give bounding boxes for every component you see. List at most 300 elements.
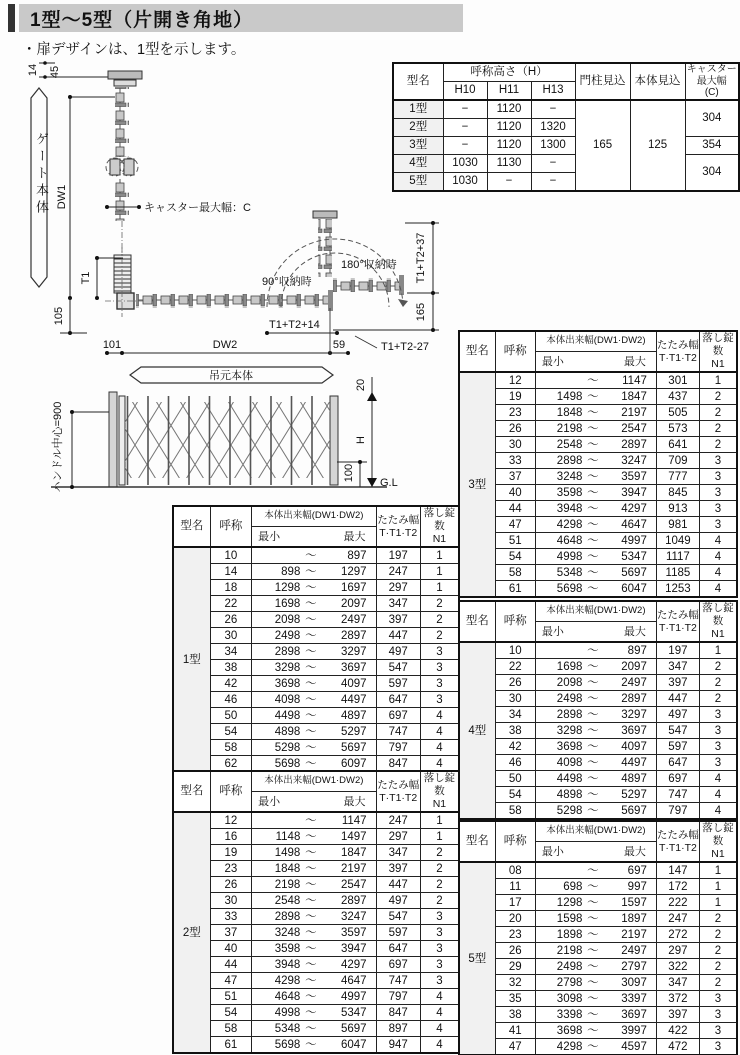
size-row xyxy=(173,941,459,957)
width-max: 2897 xyxy=(340,894,367,907)
width-min: 2498 xyxy=(556,692,583,705)
lock-count-cell: 3 xyxy=(699,517,737,533)
size-code-cell: 23 xyxy=(495,927,535,943)
width-max: 3597 xyxy=(621,470,647,483)
lock-count-cell: 1 xyxy=(420,564,459,580)
model-label: 1型 xyxy=(173,547,210,772)
width-min: 1298 xyxy=(274,581,301,594)
width-min: 5348 xyxy=(274,1022,301,1035)
size-row xyxy=(173,989,459,1005)
width-range-cell xyxy=(535,405,656,421)
width-range-cell xyxy=(252,644,376,660)
size-code-cell: 12 xyxy=(495,372,535,389)
width-min: 4898 xyxy=(274,725,301,738)
size-row xyxy=(459,549,737,565)
col-header-minmax xyxy=(252,527,376,548)
tilde: 〜 xyxy=(587,422,599,435)
col-header-fold: たたみ幅 T·T1·T2 xyxy=(656,821,699,862)
size-row xyxy=(173,925,459,941)
spec-col-post-depth: 門柱見込 xyxy=(575,63,630,100)
size-row xyxy=(173,957,459,973)
tilde: 〜 xyxy=(587,1008,599,1021)
width-min: 4298 xyxy=(556,1040,583,1053)
size-row xyxy=(459,1007,737,1023)
lock-count-cell: 4 xyxy=(420,1005,459,1021)
size-code-cell: 19 xyxy=(210,845,251,861)
width-range-cell xyxy=(252,676,376,692)
size-code-cell: 38 xyxy=(495,723,535,739)
size-table-2gata xyxy=(172,770,460,1054)
width-min: 3298 xyxy=(274,661,301,674)
width-max: 4897 xyxy=(621,772,647,785)
width-min: 4098 xyxy=(274,693,301,706)
col-header-lock: 落し錠数 N1 xyxy=(420,771,459,812)
col-header-size: 呼称 xyxy=(210,506,251,547)
fold-width-cell: 777 xyxy=(656,469,699,485)
width-max: 4097 xyxy=(621,740,647,753)
fold-width-cell: 573 xyxy=(656,421,699,437)
size-row xyxy=(459,959,737,975)
size-row xyxy=(459,1023,737,1039)
spec-h11-cell: 1120 xyxy=(487,137,531,155)
size-row xyxy=(459,943,737,959)
lock-count-cell: 4 xyxy=(420,1021,459,1037)
page-title: 1型〜5型（片開き角地） xyxy=(30,9,254,31)
size-row xyxy=(459,659,737,675)
size-code-cell: 26 xyxy=(495,943,535,959)
tilde: 〜 xyxy=(587,928,599,941)
lock-count-cell: 4 xyxy=(699,565,737,581)
width-max: 4647 xyxy=(621,518,647,531)
spec-h13-cell: − xyxy=(531,173,575,192)
size-code-cell: 33 xyxy=(495,453,535,469)
col-header-lock: 落し錠数 N1 xyxy=(699,821,737,862)
width-range-cell xyxy=(252,660,376,676)
width-max: 3297 xyxy=(621,708,647,721)
width-range-cell xyxy=(535,581,656,598)
fold-width-cell: 372 xyxy=(656,991,699,1007)
width-range-cell xyxy=(252,547,376,564)
spec-h10-cell: 1030 xyxy=(443,173,487,192)
width-max: 3247 xyxy=(340,910,367,923)
size-row xyxy=(459,1039,737,1055)
size-code-cell: 22 xyxy=(210,596,251,612)
lock-count-cell: 2 xyxy=(420,845,459,861)
size-code-cell: 50 xyxy=(210,708,251,724)
size-row xyxy=(459,642,737,659)
tilde: 〜 xyxy=(305,990,317,1003)
width-max: 1147 xyxy=(341,814,367,827)
lock-count-cell: 3 xyxy=(420,957,459,973)
width-range-cell xyxy=(535,943,656,959)
spec-col-caster xyxy=(685,63,739,100)
width-max: 5297 xyxy=(621,788,647,801)
lock-count-cell: 2 xyxy=(699,389,737,405)
width-max: 2547 xyxy=(340,878,367,891)
size-code-cell: 18 xyxy=(210,580,251,596)
width-range-cell xyxy=(535,691,656,707)
size-code-cell: 26 xyxy=(210,877,251,893)
tilde: 〜 xyxy=(587,724,599,737)
width-min: 4998 xyxy=(274,1006,301,1019)
width-min: 3098 xyxy=(556,992,583,1005)
tilde: 〜 xyxy=(587,438,599,451)
fold-width-cell: 147 xyxy=(656,862,699,879)
col-header-lock: 落し錠数 N1 xyxy=(699,331,737,372)
tilde: 〜 xyxy=(587,1040,599,1053)
col-header-width-group: 本体出来幅(DW1·DW2) xyxy=(535,601,656,622)
size-code-cell: 30 xyxy=(495,437,535,453)
width-max: 1597 xyxy=(621,896,647,909)
col-header-size: 呼称 xyxy=(495,821,535,862)
lock-count-cell: 3 xyxy=(420,644,459,660)
fold-width-cell: 447 xyxy=(376,877,420,893)
tilde: 〜 xyxy=(587,912,599,925)
tilde: 〜 xyxy=(305,1022,317,1035)
width-max: 1847 xyxy=(621,390,647,403)
width-min: 898 xyxy=(281,565,301,578)
lock-count-cell: 2 xyxy=(420,893,459,909)
size-code-cell: 47 xyxy=(495,1039,535,1055)
size-row xyxy=(459,803,737,820)
tilde: 〜 xyxy=(587,1024,599,1037)
width-max: 1697 xyxy=(340,581,367,594)
fold-width-cell: 697 xyxy=(656,771,699,787)
fold-width-cell: 547 xyxy=(376,660,420,676)
fold-width-cell: 422 xyxy=(656,1023,699,1039)
lock-count-cell: 4 xyxy=(699,787,737,803)
size-row xyxy=(459,469,737,485)
size-code-cell: 26 xyxy=(495,675,535,691)
width-max: 5697 xyxy=(621,566,647,579)
tilde: 〜 xyxy=(305,926,317,939)
tilde: 〜 xyxy=(305,862,317,875)
width-min: 4298 xyxy=(274,974,301,987)
size-code-cell: 37 xyxy=(210,925,251,941)
col-header-min: 最小 xyxy=(258,530,281,543)
fold-width-cell: 297 xyxy=(656,943,699,959)
dim-20-label: 20 xyxy=(355,378,367,392)
width-min: 698 xyxy=(563,880,583,893)
tilde: 〜 xyxy=(305,1006,317,1019)
fold-width-cell: 497 xyxy=(656,707,699,723)
width-max: 5697 xyxy=(340,741,367,754)
width-max: 4297 xyxy=(621,502,647,515)
width-min: 3598 xyxy=(274,942,301,955)
spec-col-h10: H10 xyxy=(443,82,487,101)
width-max: 4497 xyxy=(621,756,647,769)
fold-width-cell: 472 xyxy=(656,1039,699,1055)
width-max: 4597 xyxy=(621,1040,647,1053)
dim-14-label: 14 xyxy=(27,63,39,77)
col-header-minmax xyxy=(252,792,376,813)
col-header-min: 最小 xyxy=(541,625,564,638)
tilde: 〜 xyxy=(587,470,599,483)
size-code-cell: 47 xyxy=(210,973,251,989)
fold-width-cell: 641 xyxy=(656,437,699,453)
tilde: 〜 xyxy=(587,756,599,769)
lock-count-cell: 3 xyxy=(699,501,737,517)
width-range-cell xyxy=(252,989,376,1005)
width-range-cell xyxy=(535,895,656,911)
col-header-width-group: 本体出来幅(DW1·DW2) xyxy=(535,821,656,842)
tilde: 〜 xyxy=(587,896,599,909)
tilde: 〜 xyxy=(587,518,599,531)
fold-width-cell: 297 xyxy=(376,580,420,596)
spec-table xyxy=(392,62,740,192)
tilde: 〜 xyxy=(305,565,317,578)
col-header-size: 呼称 xyxy=(210,771,251,812)
col-header-fold: たたみ幅 T·T1·T2 xyxy=(656,331,699,372)
width-max: 6097 xyxy=(340,757,367,770)
lock-count-cell: 4 xyxy=(699,581,737,598)
fold-width-cell: 197 xyxy=(376,547,420,564)
lock-count-cell: 3 xyxy=(699,469,737,485)
spec-col-h11: H11 xyxy=(487,82,531,101)
size-code-cell: 30 xyxy=(495,691,535,707)
width-max: 4997 xyxy=(621,534,647,547)
size-code-cell: 50 xyxy=(495,771,535,787)
width-range-cell xyxy=(535,389,656,405)
width-min: 3248 xyxy=(274,926,301,939)
width-min: 2898 xyxy=(274,645,301,658)
spec-col-height-group: 呼称高さ（H） xyxy=(443,63,575,82)
width-range-cell xyxy=(252,740,376,756)
lock-count-cell: 2 xyxy=(699,437,737,453)
plan-view xyxy=(27,61,439,355)
size-row xyxy=(173,547,459,564)
tilde: 〜 xyxy=(305,549,317,562)
size-row xyxy=(173,628,459,644)
width-max: 1847 xyxy=(340,846,367,859)
size-row xyxy=(459,533,737,549)
width-range-cell xyxy=(535,879,656,895)
size-code-cell: 22 xyxy=(495,659,535,675)
width-max: 4097 xyxy=(340,677,367,690)
tilde: 〜 xyxy=(587,374,599,387)
spec-model-cell: 2型 xyxy=(393,119,443,137)
fold-width-cell: 797 xyxy=(376,740,420,756)
width-min: 1598 xyxy=(556,912,583,925)
width-min: 1298 xyxy=(556,896,583,909)
fold-width-cell: 447 xyxy=(656,691,699,707)
size-row xyxy=(173,692,459,708)
col-header-model: 型名 xyxy=(173,506,210,547)
size-code-cell: 26 xyxy=(210,612,251,628)
size-code-cell: 38 xyxy=(210,660,251,676)
lock-count-cell: 4 xyxy=(699,771,737,787)
width-range-cell xyxy=(535,485,656,501)
lock-count-cell: 2 xyxy=(420,628,459,644)
size-row xyxy=(459,991,737,1007)
size-row xyxy=(459,437,737,453)
width-max: 2897 xyxy=(621,438,647,451)
width-min: 1698 xyxy=(556,660,583,673)
tilde: 〜 xyxy=(587,992,599,1005)
width-max: 2097 xyxy=(621,660,647,673)
size-row xyxy=(459,975,737,991)
spec-h11-cell: 1120 xyxy=(487,119,531,137)
tilde: 〜 xyxy=(587,864,599,877)
width-min: 1498 xyxy=(556,390,583,403)
col-header-size: 呼称 xyxy=(495,601,535,642)
tilde: 〜 xyxy=(587,708,599,721)
lock-count-cell: 4 xyxy=(420,1037,459,1054)
size-code-cell: 26 xyxy=(495,421,535,437)
size-code-cell: 23 xyxy=(495,405,535,421)
lock-count-cell: 2 xyxy=(699,911,737,927)
lock-count-cell: 2 xyxy=(699,421,737,437)
fold-width-cell: 697 xyxy=(376,957,420,973)
lock-count-cell: 1 xyxy=(699,895,737,911)
size-code-cell: 46 xyxy=(210,692,251,708)
spec-h13-cell: 1300 xyxy=(531,137,575,155)
size-row xyxy=(173,676,459,692)
size-table-5gata xyxy=(458,820,738,1055)
tilde: 〜 xyxy=(305,693,317,706)
width-min: 2498 xyxy=(274,629,301,642)
col-header-lock: 落し錠数 N1 xyxy=(420,506,459,547)
width-range-cell xyxy=(252,1037,376,1054)
width-range-cell xyxy=(252,1021,376,1037)
dim-101-label: 101 xyxy=(102,339,122,351)
lock-count-cell: 1 xyxy=(699,372,737,389)
size-code-cell: 10 xyxy=(495,642,535,659)
spec-h13-cell: − xyxy=(531,155,575,173)
size-code-cell: 19 xyxy=(495,389,535,405)
tilde: 〜 xyxy=(305,725,317,738)
size-code-cell: 11 xyxy=(495,879,535,895)
col-header-minmax xyxy=(535,622,656,643)
width-max: 2797 xyxy=(621,960,647,973)
tilde: 〜 xyxy=(587,788,599,801)
size-row xyxy=(173,708,459,724)
width-range-cell xyxy=(252,861,376,877)
tilde: 〜 xyxy=(305,661,317,674)
size-row xyxy=(173,893,459,909)
fold-width-cell: 747 xyxy=(376,973,420,989)
dim-t1t2p14-label: T1+T2+14 xyxy=(269,319,320,331)
size-code-cell: 41 xyxy=(495,1023,535,1039)
size-code-cell: 08 xyxy=(495,862,535,879)
size-row xyxy=(173,909,459,925)
lock-count-cell: 2 xyxy=(699,659,737,675)
size-row xyxy=(173,660,459,676)
width-max: 6047 xyxy=(621,582,647,595)
size-code-cell: 58 xyxy=(495,803,535,820)
width-min: 4998 xyxy=(556,550,583,563)
spec-caster-value: 354 xyxy=(685,137,739,155)
width-min: 3698 xyxy=(556,1024,583,1037)
tilde: 〜 xyxy=(305,613,317,626)
lock-count-cell: 4 xyxy=(699,533,737,549)
spec-caster-line2: 最大幅 xyxy=(696,75,727,87)
width-range-cell xyxy=(535,927,656,943)
size-code-cell: 32 xyxy=(495,975,535,991)
fold-width-cell: 247 xyxy=(376,564,420,580)
width-max: 3297 xyxy=(340,645,367,658)
lock-count-cell: 3 xyxy=(420,909,459,925)
lock-count-cell: 1 xyxy=(420,812,459,829)
tilde: 〜 xyxy=(305,830,317,843)
size-row xyxy=(459,771,737,787)
lock-count-cell: 3 xyxy=(699,991,737,1007)
fold-width-cell: 847 xyxy=(376,1005,420,1021)
size-code-cell: 62 xyxy=(210,756,251,773)
tilde: 〜 xyxy=(305,581,317,594)
fold-width-cell: 397 xyxy=(656,675,699,691)
fold-width-cell: 597 xyxy=(656,739,699,755)
lock-count-cell: 3 xyxy=(699,739,737,755)
width-min: 3298 xyxy=(556,724,583,737)
width-min: 5298 xyxy=(274,741,301,754)
fold-width-cell: 709 xyxy=(656,453,699,469)
col-header-model: 型名 xyxy=(173,771,210,812)
fold-width-cell: 347 xyxy=(656,975,699,991)
tilde: 〜 xyxy=(305,958,317,971)
lock-count-cell: 2 xyxy=(699,691,737,707)
size-code-cell: 30 xyxy=(210,628,251,644)
tilde: 〜 xyxy=(587,676,599,689)
width-max: 3697 xyxy=(621,724,647,737)
caster-width-label: キャスター最大幅：C xyxy=(144,202,251,214)
handle-center-label: ハンドル中心=900 xyxy=(52,401,64,493)
lock-count-cell: 3 xyxy=(699,453,737,469)
size-code-cell: 34 xyxy=(495,707,535,723)
fold-width-cell: 913 xyxy=(656,501,699,517)
tilde: 〜 xyxy=(305,1038,317,1051)
width-range-cell xyxy=(535,437,656,453)
width-max: 3597 xyxy=(340,926,367,939)
width-min: 2098 xyxy=(274,613,301,626)
width-max: 4297 xyxy=(340,958,367,971)
tilde: 〜 xyxy=(305,878,317,891)
width-range-cell xyxy=(535,675,656,691)
width-max: 3947 xyxy=(621,486,647,499)
fold-width-cell: 647 xyxy=(376,941,420,957)
lock-count-cell: 4 xyxy=(420,989,459,1005)
size-row xyxy=(173,644,459,660)
spec-h10-cell: 1030 xyxy=(443,155,487,173)
width-min: 1848 xyxy=(556,406,583,419)
width-max: 3997 xyxy=(621,1024,647,1037)
width-min: 5698 xyxy=(274,1038,301,1051)
width-max: 2197 xyxy=(621,406,647,419)
size-row xyxy=(459,787,737,803)
col-header-max: 最大 xyxy=(623,355,646,368)
spec-h11-cell: 1120 xyxy=(487,100,531,119)
width-min: 2198 xyxy=(556,422,583,435)
width-min: 1848 xyxy=(274,862,301,875)
dim-dw2-label: DW2 xyxy=(212,339,238,351)
lock-count-cell: 3 xyxy=(699,707,737,723)
width-range-cell xyxy=(535,1039,656,1055)
elevation-view xyxy=(50,367,398,492)
size-row xyxy=(173,1021,459,1037)
width-min: 4898 xyxy=(556,788,583,801)
width-min: 2548 xyxy=(274,894,301,907)
size-code-cell: 34 xyxy=(210,644,251,660)
size-code-cell: 29 xyxy=(495,959,535,975)
lock-count-cell: 4 xyxy=(420,708,459,724)
tilde: 〜 xyxy=(587,644,599,657)
width-max: 2497 xyxy=(621,676,647,689)
lock-count-cell: 3 xyxy=(420,660,459,676)
size-code-cell: 58 xyxy=(210,740,251,756)
size-row xyxy=(173,973,459,989)
width-range-cell xyxy=(535,911,656,927)
tilde: 〜 xyxy=(305,629,317,642)
